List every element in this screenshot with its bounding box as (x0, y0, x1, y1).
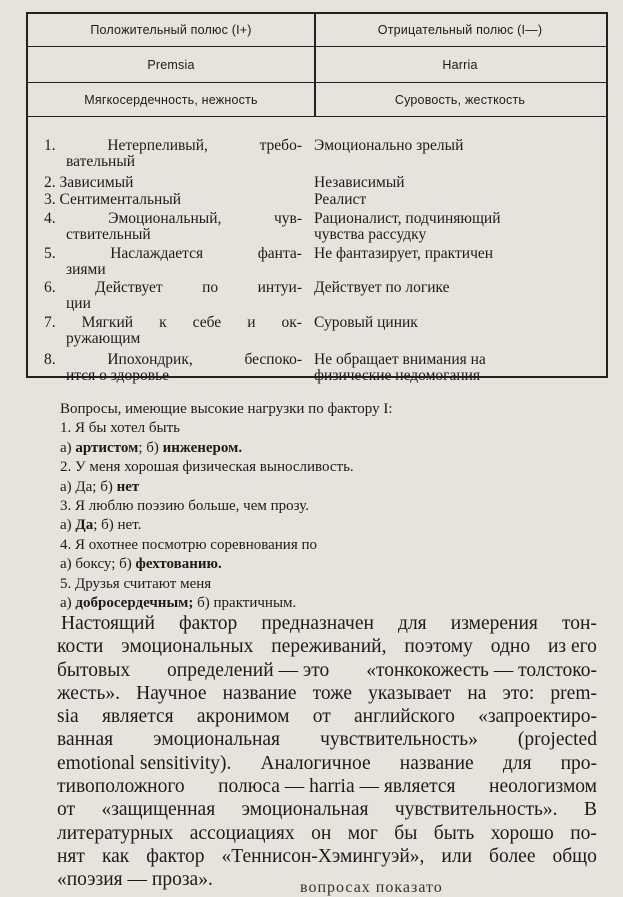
answer-text: а) (60, 517, 76, 534)
row-left (44, 138, 302, 170)
question-3: 3. Я люблю поэзию больше, чем прозу. (60, 498, 310, 515)
paragraph-word: «Теннисон-Хэмингуэй», (221, 845, 425, 867)
paragraph-word: (projected (517, 729, 597, 751)
name-positive: Premsia (147, 57, 195, 72)
answer-5 (60, 594, 530, 613)
paragraph-word: хорошо (490, 822, 554, 844)
left-line: ции (66, 295, 91, 312)
paragraph-word: эмоциональная (153, 729, 281, 751)
questions-intro: Вопросы, имеющие высокие нагрузки по фактору I: (60, 401, 393, 417)
left-line: 4. Эмоциональный, чув- (44, 210, 302, 227)
paragraph-line (57, 659, 597, 682)
cut-off-line: вопросах показато (300, 879, 443, 896)
row-left (44, 175, 302, 191)
paragraph-word: от (312, 706, 331, 728)
answer-bold: нет (116, 478, 140, 495)
left-line: ствительный (66, 226, 151, 243)
row-right (314, 352, 604, 384)
right-line: Не фантазирует, практичен (314, 245, 494, 262)
left-line: вательный (66, 153, 136, 170)
paragraph-word: указывает (368, 682, 452, 704)
paragraph-word: определений — это (167, 659, 330, 681)
right-line: Не обращает внимания на (314, 351, 486, 368)
paragraph-word: более (489, 845, 536, 867)
header-negative-pole: Отрицательный полюс (I—) (377, 23, 543, 37)
answer-text: а) (60, 439, 76, 456)
paragraph-word: нят (57, 845, 85, 867)
paragraph-word: название (222, 682, 297, 704)
paragraph-word: В (583, 799, 597, 821)
right-line: чувства рассудку (314, 226, 427, 243)
paragraph-word: по- (570, 822, 597, 844)
paragraph-word: быть (433, 822, 475, 844)
paragraph-word: sia (57, 706, 79, 728)
right-line: Рационалист, подчиняющий (314, 210, 501, 227)
paragraph-line (57, 798, 597, 821)
paragraph-word: поэтому (404, 636, 473, 658)
left-line: 6. Действует по интуи- (44, 279, 302, 296)
right-line: Независимый (314, 174, 405, 191)
paragraph-word: название (399, 752, 474, 774)
row-left (44, 246, 302, 278)
answer-text: а) Да; б) (60, 478, 117, 495)
paragraph-line (57, 635, 597, 658)
paragraph-word: фактор (146, 845, 205, 867)
answer-2 (60, 478, 530, 497)
left-line: 3. Сентиментальный (44, 191, 182, 208)
left-line: 5. Наслаждается фанта- (44, 245, 302, 262)
row-right (314, 175, 604, 191)
description-negative: Суровость, жесткость (394, 92, 526, 107)
right-line: Эмоционально зрелый (314, 137, 464, 154)
header-positive-pole: Положительный полюс (I+) (90, 23, 252, 37)
paragraph-word: мог (347, 822, 378, 844)
right-line: физические недомогания (314, 367, 481, 384)
paragraph-word: чувствительность». (394, 799, 558, 821)
paragraph-word: бытовых (57, 659, 131, 681)
paragraph-line (57, 682, 597, 705)
paragraph-word: жесть». (57, 682, 121, 704)
body-paragraph (57, 612, 597, 892)
paragraph-word: на (467, 682, 487, 704)
paragraph-word: общо (552, 845, 597, 867)
paragraph-line (57, 775, 597, 798)
table-descriptions-row (28, 83, 606, 117)
paragraph-word: «запроектиро- (478, 706, 597, 728)
factor-table (26, 12, 608, 384)
row-right (314, 315, 604, 331)
paragraph-word: предназначен (261, 613, 374, 634)
left-line: 2. Зависимый (44, 174, 134, 191)
row-right (314, 138, 604, 154)
paragraph-word: измерения (450, 613, 538, 634)
answer-4 (60, 555, 530, 574)
table-header-row (28, 14, 606, 47)
answer-bold: Да (75, 517, 94, 534)
questions-block (60, 400, 530, 613)
row-left (44, 211, 302, 243)
paragraph-word: тивоположного (57, 776, 185, 798)
question-1: 1. Я бы хотел быть (60, 420, 180, 437)
answer-text: ; б) (138, 439, 163, 456)
paragraph-line (57, 728, 597, 751)
answer-text: ; б) нет. (93, 517, 142, 534)
paragraph-word: английского (353, 706, 455, 728)
paragraph-word: тон- (561, 613, 597, 634)
row-right (314, 192, 604, 208)
row-right (314, 211, 604, 243)
paragraph-word: акронимом (196, 706, 290, 728)
paragraph-word: переживаний, (271, 636, 387, 658)
paragraph-word: ассоциациях (189, 822, 295, 844)
left-line: ружающим (66, 330, 141, 347)
answer-text: б) практичным. (193, 595, 297, 612)
question-2: 2. У меня хорошая физическая выносливость. (60, 459, 354, 476)
question-5: 5. Друзья считают меня (60, 575, 212, 592)
paragraph-word: или (441, 845, 473, 867)
paragraph-word: эмоциональных (121, 636, 254, 658)
question-4: 4. Я охотнее посмотрю соревнования по (60, 536, 318, 553)
paragraph-word: неологизмом (489, 776, 597, 798)
paragraph-word: про- (560, 752, 597, 774)
paragraph-word: это: (502, 682, 535, 704)
paragraph-word: prem- (550, 682, 597, 704)
paragraph-word: бы (394, 822, 418, 844)
row-right (314, 246, 604, 262)
paragraph-word: литературных (57, 822, 174, 844)
paragraph-line (57, 612, 597, 635)
answer-bold: фехтованию. (135, 556, 222, 573)
paragraph-word: одно (490, 636, 531, 658)
paragraph-line (57, 845, 597, 868)
right-line: Действует по логике (314, 279, 450, 296)
right-line: Реалист (314, 191, 367, 208)
paragraph-word: «тонкокожесть — толстоко- (366, 659, 597, 681)
row-right (314, 280, 604, 296)
paragraph-line (57, 705, 597, 728)
paragraph-word: фактор (179, 613, 238, 634)
left-line: 7. Мягкий к себе и ок- (44, 314, 302, 331)
paragraph-line (57, 822, 597, 845)
answer-bold: инженером. (162, 439, 243, 456)
left-line: 8. Ипохондрик, беспоко- (44, 351, 302, 368)
left-line: зиями (66, 261, 106, 278)
paragraph-word: чувствительность» (320, 729, 478, 751)
paragraph-word: он (311, 822, 332, 844)
paragraph-word: Научное (136, 682, 207, 704)
left-line: 1. Нетерпеливый, требо- (44, 137, 302, 154)
row-left (44, 192, 302, 208)
paragraph-word: от (57, 799, 76, 821)
answer-3 (60, 516, 530, 535)
paragraph-word: Настоящий (61, 613, 155, 634)
answer-text: а) боксу; б) (60, 556, 136, 573)
left-line: ится о здоровье (66, 367, 170, 384)
paragraph-word: для (502, 752, 532, 774)
paragraph-word: является (101, 706, 174, 728)
row-left (44, 352, 302, 384)
table-names-row (28, 47, 606, 83)
paragraph-word: из его (548, 636, 597, 658)
paragraph-word: «поэзия — проза». (57, 869, 213, 891)
paragraph-word: эмоциональная (241, 799, 369, 821)
paragraph-word: Аналогичное (260, 752, 371, 774)
answer-bold: артистом (75, 439, 139, 456)
answer-1 (60, 439, 530, 458)
row-left (44, 280, 302, 312)
paragraph-word: как (101, 845, 130, 867)
paragraph-word: для (398, 613, 427, 634)
paragraph-word: тоже (312, 682, 353, 704)
paragraph-word: кости (57, 636, 104, 658)
name-negative: Harria (442, 57, 478, 72)
answer-bold: добросердечным; (75, 595, 194, 612)
paragraph-word: emotional sensitivity). (57, 752, 232, 774)
row-left (44, 315, 302, 347)
paragraph-word: ванная (57, 729, 114, 751)
paragraph-word: полюса — harria — является (218, 776, 456, 798)
answer-text: а) (60, 595, 76, 612)
right-line: Суровый циник (314, 314, 418, 331)
paragraph-word: «защищенная (101, 799, 216, 821)
paragraph-line (57, 752, 597, 775)
description-positive: Мягкосердечность, нежность (84, 92, 258, 107)
